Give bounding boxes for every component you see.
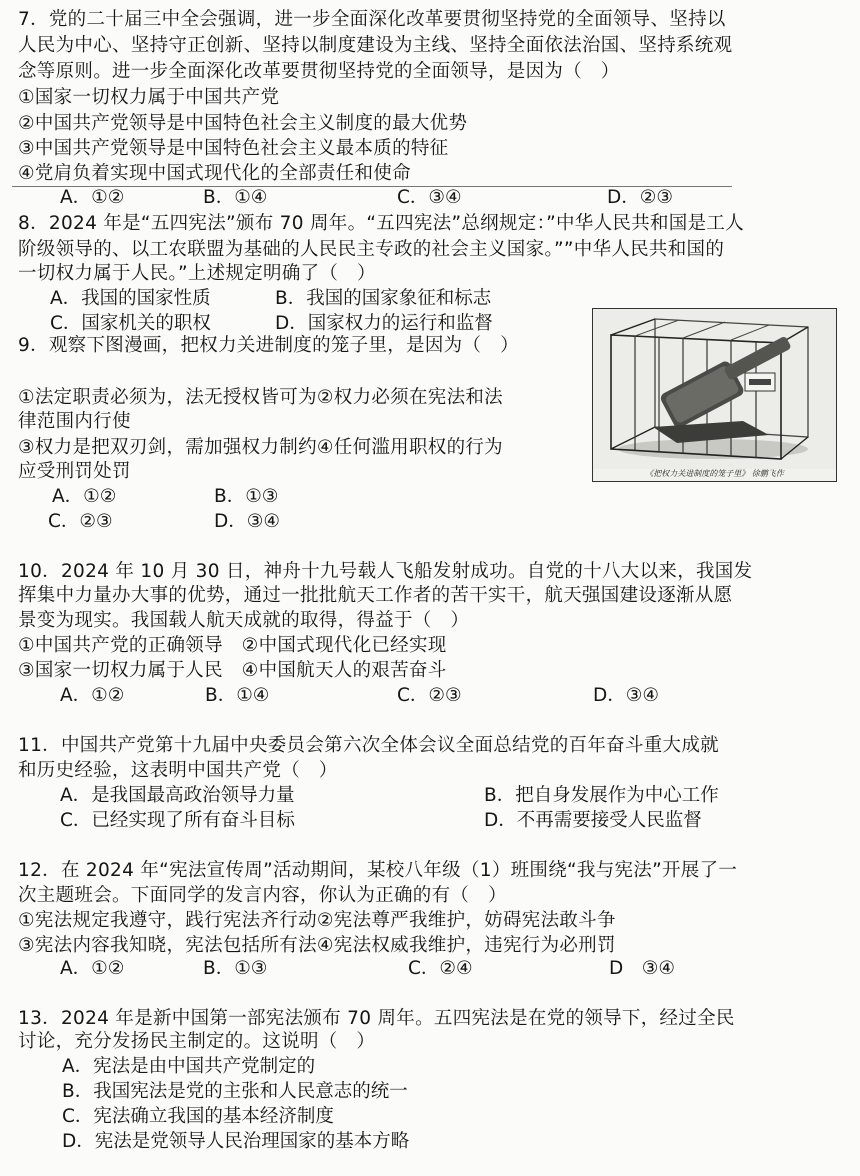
- q8-stem-line-2: 阶级领导的、以工农联盟为基础的人民民主专政的社会主义国家。””中华人民共和国的: [18, 239, 725, 260]
- q11-stem-line-1: 11．中国共产党第十九届中央委员会第六次全体会议全面总结党的百年奋斗重大成就: [18, 735, 719, 756]
- q11-stem-line-2: 和历史经验，这表明中国共产党（ ）: [18, 760, 338, 781]
- q10-item-line-1: ①中国共产党的正确领导 ②中国式现代化已经实现: [18, 635, 447, 656]
- q12-option-c[interactable]: C．②④: [408, 958, 473, 979]
- q8-option-b[interactable]: B．我国的国家象征和标志: [275, 288, 492, 309]
- q10-option-c[interactable]: C．②③: [397, 685, 462, 706]
- q8-option-c[interactable]: C．国家机关的职权: [50, 313, 211, 334]
- q7-item-2: ②中国共产党领导是中国特色社会主义制度的最大优势: [18, 113, 468, 134]
- q12-item-line-1: ①宪法规定我遵守，践行宪法齐行动②宪法尊严我维护，妨碍宪法敢斗争: [18, 910, 616, 931]
- q13-option-b[interactable]: B．我国宪法是党的主张和人民意志的统一: [62, 1081, 408, 1102]
- q10-option-a[interactable]: A．①②: [60, 685, 125, 706]
- q7-option-a[interactable]: A．①②: [60, 187, 125, 208]
- q7-item-1: ①国家一切权力属于中国共产党: [18, 87, 280, 108]
- q7-item-4: ④党肩负着实现中国式现代化的全部责任和使命: [18, 163, 411, 184]
- q13-stem-line-1: 13．2024 年是新中国第一部宪法颁布 70 周年。五四宪法是在党的领导下，经过全民: [18, 1008, 735, 1029]
- q7-item-3: ③中国共产党领导是中国特色社会主义最本质的特征: [18, 138, 449, 159]
- q10-stem-line-2: 挥集中力量办大事的优势，通过一批批航天工作者的苦干实干，航天强国建设逐渐从愿: [18, 585, 733, 606]
- q9-option-a[interactable]: A．①②: [52, 486, 117, 507]
- q11-option-d[interactable]: D．不再需要接受人民监督: [484, 810, 702, 831]
- q12-item-line-2: ③宪法内容我知晓，宪法包括所有法④宪法权威我维护，违宪行为必刑罚: [18, 935, 616, 956]
- q11-option-b[interactable]: B．把自身发展作为中心工作: [484, 785, 719, 806]
- q12-option-d[interactable]: D ③④: [609, 958, 675, 979]
- q8-stem-line-3: 一切权力属于人民。”上述规定明确了（ ）: [18, 263, 376, 284]
- q7-stem-line-1: 7．党的二十届三中全会强调，进一步全面深化改革要贯彻坚持党的全面领导、坚持以: [18, 9, 726, 30]
- q7-option-c[interactable]: C．③④: [397, 187, 462, 208]
- q9-item-line-1: ①法定职责必须为，法无授权皆可为②权力必须在宪法和法: [18, 387, 503, 408]
- cage-illustration: [593, 309, 836, 469]
- q9-option-d[interactable]: D．③④: [214, 511, 280, 532]
- q13-option-a[interactable]: A．宪法是由中国共产党制定的: [62, 1056, 316, 1077]
- q8-option-a[interactable]: A．我国的国家性质: [50, 288, 211, 309]
- q12-option-a[interactable]: A．①②: [60, 958, 125, 979]
- q10-item-line-2: ③国家一切权力属于人民 ④中国航天人的艰苦奋斗: [18, 660, 447, 681]
- q9-item-line-2: 律范围内行使: [18, 411, 131, 432]
- q8-stem-line-1: 8．2024 年是“五四宪法”颁布 70 周年。“五四宪法”总纲规定：”中华人民共和国是工人: [18, 213, 745, 234]
- q9-option-c[interactable]: C．②③: [48, 511, 113, 532]
- q12-option-b[interactable]: B．①③: [203, 958, 268, 979]
- cartoon-caption: 《把权力关进制度的笼子里》 徐鹏飞作: [645, 469, 784, 478]
- q11-option-a[interactable]: A．是我国最高政治领导力量: [60, 785, 295, 806]
- q7-option-b[interactable]: B．①④: [203, 187, 268, 208]
- q11-option-c[interactable]: C．已经实现了所有奋斗目标: [60, 810, 295, 831]
- q10-stem-line-1: 10．2024 年 10 月 30 日，神舟十九号载人飞船发射成功。自党的十八大以来，我国发: [18, 561, 753, 582]
- q13-stem-line-2: 讨论，充分发扬民主制定的。这说明（ ）: [18, 1031, 376, 1052]
- q7-option-d[interactable]: D．②③: [607, 187, 673, 208]
- q7-stem-line-3: 念等原则。进一步全面深化改革要贯彻坚持党的全面领导，是因为（ ）: [18, 61, 620, 82]
- cartoon-image: [592, 308, 837, 482]
- q12-stem-line-2: 次主题班会。下面同学的发言内容，你认为正确的有（ ）: [18, 885, 507, 906]
- q8-option-d[interactable]: D．国家权力的运行和监督: [275, 313, 493, 334]
- q10-option-b[interactable]: B．①④: [205, 685, 270, 706]
- q7-stem-line-2: 人民为中心、坚持守正创新、坚持以制度建设为主线、坚持全面依法治国、坚持系统观: [18, 35, 733, 56]
- q9-item-line-4: 应受刑罚处罚: [18, 461, 131, 482]
- q9-item-line-3: ③权力是把双刃剑，需加强权力制约④任何滥用职权的行为: [18, 437, 503, 458]
- q9-stem-line-1: 9．观察下图漫画，把权力关进制度的笼子里，是因为（ ）: [18, 335, 519, 356]
- q12-stem-line-1: 12．在 2024 年“宪法宣传周”活动期间，某校八年级（1）班围绕“我与宪法”开展了一: [18, 860, 738, 881]
- q10-stem-line-3: 景变为现实。我国载人航天成就的取得，得益于（ ）: [18, 610, 470, 631]
- q13-option-c[interactable]: C．宪法确立我国的基本经济制度: [62, 1106, 334, 1127]
- q9-option-b[interactable]: B．①③: [214, 486, 279, 507]
- q13-option-d[interactable]: D．宪法是党领导人民治理国家的基本方略: [62, 1131, 410, 1152]
- q10-option-d[interactable]: D．③④: [593, 685, 659, 706]
